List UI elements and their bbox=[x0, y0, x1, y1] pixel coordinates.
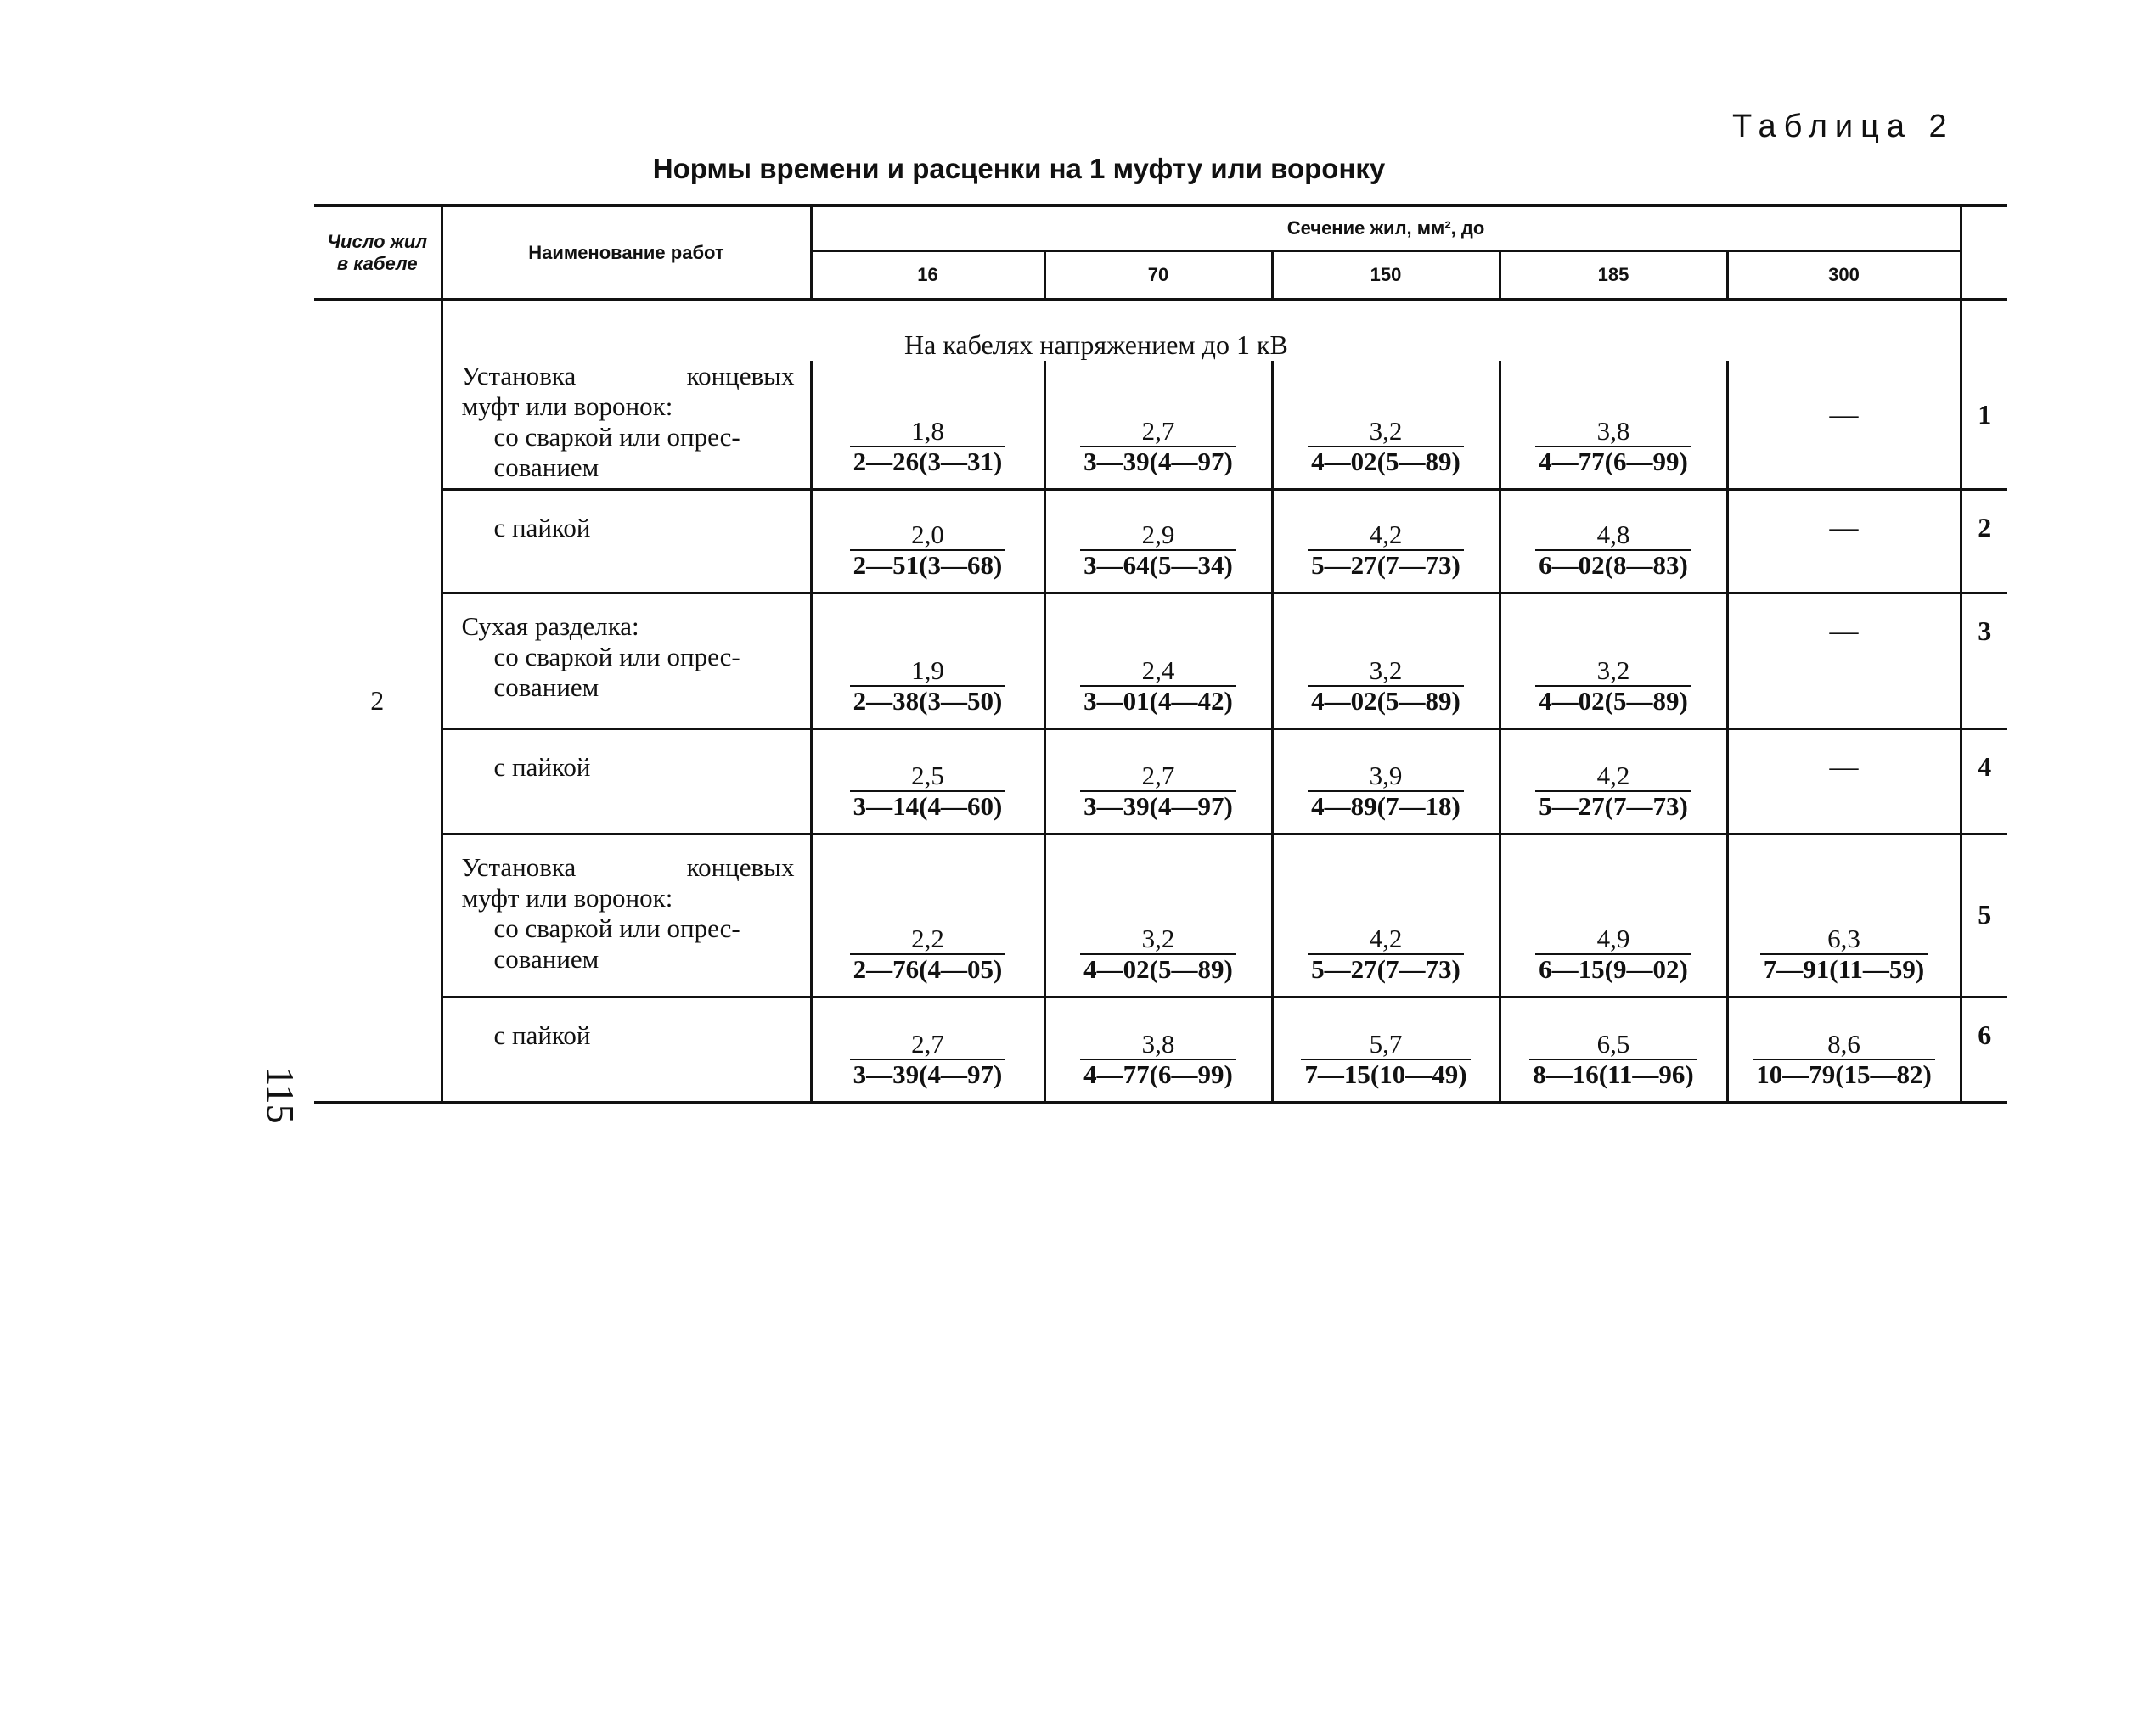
work-name-word: концевых bbox=[686, 361, 795, 390]
work-name-line: сованием bbox=[493, 452, 599, 482]
price-rate: 2—51(3—68) bbox=[853, 550, 1003, 580]
table-row bbox=[314, 361, 2007, 490]
value-cell-70 bbox=[1044, 729, 1272, 834]
rate-fraction bbox=[850, 761, 1006, 821]
rate-fraction bbox=[1080, 656, 1236, 716]
page-number: 115 bbox=[259, 1066, 302, 1124]
rate-fraction bbox=[850, 417, 1006, 476]
rate-fraction bbox=[1308, 520, 1464, 580]
rate-fraction bbox=[1535, 924, 1691, 984]
price-rate: 3—64(5—34) bbox=[1083, 550, 1233, 580]
header-size-label: 300 bbox=[1828, 264, 1860, 285]
price-rate: 5—27(7—73) bbox=[1311, 954, 1460, 984]
work-name-cell bbox=[442, 593, 811, 729]
empty-dash: — bbox=[1829, 399, 1859, 430]
header-num bbox=[1961, 205, 2007, 300]
empty-dash: — bbox=[1829, 512, 1859, 543]
rate-fraction bbox=[1753, 1030, 1935, 1089]
work-name-line: с пайкой bbox=[493, 752, 591, 782]
price-rate: 3—39(4—97) bbox=[1083, 447, 1233, 476]
rate-fraction bbox=[1308, 656, 1464, 716]
cores-cell bbox=[314, 300, 442, 1103]
time-norm: 6,3 bbox=[1760, 924, 1928, 955]
work-name-line bbox=[462, 852, 795, 883]
work-name-line: со сваркой или опрес- bbox=[493, 422, 740, 452]
value-cell-70 bbox=[1044, 361, 1272, 490]
work-name-line: со сваркой или опрес- bbox=[493, 913, 740, 943]
work-name-line: Сухая разделка: bbox=[461, 611, 639, 641]
table-row bbox=[314, 593, 2007, 729]
value-cell-185 bbox=[1500, 490, 1727, 593]
rate-fraction bbox=[1301, 1030, 1470, 1089]
value-cell-16 bbox=[811, 834, 1044, 997]
work-name-word: концевых bbox=[686, 852, 795, 882]
value-cell-150 bbox=[1272, 834, 1500, 997]
rate-fraction bbox=[1080, 1030, 1236, 1089]
time-norm: 3,2 bbox=[1308, 417, 1464, 447]
value-cell-16 bbox=[811, 997, 1044, 1103]
header-size-label: 16 bbox=[917, 264, 938, 285]
time-norm: 4,8 bbox=[1535, 520, 1691, 551]
row-number-text: 1 bbox=[1978, 399, 1992, 430]
row-number-text: 6 bbox=[1978, 1020, 1992, 1050]
time-norm: 3,8 bbox=[1535, 417, 1691, 447]
time-norm: 4,2 bbox=[1535, 761, 1691, 792]
price-rate: 6—15(9—02) bbox=[1539, 954, 1688, 984]
price-rate: 4—02(5—89) bbox=[1311, 447, 1460, 476]
row-number bbox=[1961, 834, 2007, 997]
price-rate: 4—02(5—89) bbox=[1083, 954, 1233, 984]
header-size-70 bbox=[1044, 251, 1272, 301]
time-norm: 2,7 bbox=[850, 1030, 1006, 1060]
value-cell-150 bbox=[1272, 729, 1500, 834]
price-rate: 3—39(4—97) bbox=[853, 1059, 1003, 1089]
header-work bbox=[442, 205, 811, 300]
rate-fraction bbox=[1308, 761, 1464, 821]
value-cell-300 bbox=[1727, 490, 1961, 593]
price-rate: 4—77(6—99) bbox=[1083, 1059, 1233, 1089]
header-cores-label: Число жил в кабеле bbox=[327, 230, 428, 274]
price-rate: 6—02(8—83) bbox=[1539, 550, 1688, 580]
time-norm: 3,9 bbox=[1308, 761, 1464, 792]
header-size-185 bbox=[1500, 251, 1727, 301]
row-number-text: 2 bbox=[1978, 512, 1992, 542]
time-norm: 8,6 bbox=[1753, 1030, 1935, 1060]
row-number bbox=[1961, 490, 2007, 593]
time-norm: 2,4 bbox=[1080, 656, 1236, 687]
row-number-text: 3 bbox=[1978, 615, 1992, 646]
work-name-line: с пайкой bbox=[493, 513, 591, 542]
row-number bbox=[1961, 997, 2007, 1103]
row-number bbox=[1961, 361, 2007, 490]
header-cores bbox=[314, 205, 442, 300]
price-rate: 5—27(7—73) bbox=[1311, 550, 1460, 580]
table-row bbox=[314, 997, 2007, 1103]
value-cell-70 bbox=[1044, 997, 1272, 1103]
price-rate: 7—91(11—59) bbox=[1763, 954, 1925, 984]
price-rate: 4—02(5—89) bbox=[1311, 686, 1460, 716]
row-number-text: 4 bbox=[1978, 751, 1992, 782]
time-norm: 3,8 bbox=[1080, 1030, 1236, 1060]
time-norm: 2,0 bbox=[850, 520, 1006, 551]
table-row bbox=[314, 490, 2007, 593]
time-norm: 3,2 bbox=[1308, 656, 1464, 687]
table-label: Таблица 2 bbox=[1732, 109, 1955, 144]
time-norm: 6,5 bbox=[1529, 1030, 1697, 1060]
rate-fraction bbox=[850, 520, 1006, 580]
time-norm: 2,5 bbox=[850, 761, 1006, 792]
value-cell-70 bbox=[1044, 834, 1272, 997]
time-norm: 4,2 bbox=[1308, 520, 1464, 551]
table-row bbox=[314, 834, 2007, 997]
cores-value: 2 bbox=[370, 685, 385, 716]
value-cell-16 bbox=[811, 593, 1044, 729]
work-name-line: сованием bbox=[493, 944, 599, 974]
work-name-cell bbox=[442, 361, 811, 490]
rate-fraction bbox=[1308, 924, 1464, 984]
rate-fraction bbox=[1535, 761, 1691, 821]
time-norm: 3,2 bbox=[1535, 656, 1691, 687]
time-norm: 5,7 bbox=[1301, 1030, 1470, 1060]
work-name-line bbox=[462, 361, 795, 391]
value-cell-150 bbox=[1272, 361, 1500, 490]
header-section-label: Сечение жил, мм², до bbox=[1286, 217, 1485, 239]
rate-fraction bbox=[1535, 417, 1691, 476]
work-name-line: муфт или воронок: bbox=[461, 883, 673, 913]
value-cell-16 bbox=[811, 729, 1044, 834]
row-number-text: 5 bbox=[1978, 899, 1992, 930]
value-cell-185 bbox=[1500, 834, 1727, 997]
rate-fraction bbox=[1308, 417, 1464, 476]
price-rate: 3—01(4—42) bbox=[1083, 686, 1233, 716]
price-rate: 7—15(10—49) bbox=[1304, 1059, 1467, 1089]
price-rate: 5—27(7—73) bbox=[1539, 791, 1688, 821]
value-cell-70 bbox=[1044, 490, 1272, 593]
value-cell-150 bbox=[1272, 490, 1500, 593]
value-cell-300 bbox=[1727, 593, 1961, 729]
price-rate: 4—89(7—18) bbox=[1311, 791, 1460, 821]
rate-fraction bbox=[1760, 924, 1928, 984]
value-cell-185 bbox=[1500, 361, 1727, 490]
value-cell-300 bbox=[1727, 997, 1961, 1103]
price-rate: 8—16(11—96) bbox=[1533, 1059, 1694, 1089]
value-cell-16 bbox=[811, 361, 1044, 490]
work-name-word: Установка bbox=[461, 852, 577, 882]
header-size-150 bbox=[1272, 251, 1500, 301]
time-norm: 2,7 bbox=[1080, 761, 1236, 792]
work-name-cell bbox=[442, 490, 811, 593]
value-cell-185 bbox=[1500, 593, 1727, 729]
price-rate: 3—39(4—97) bbox=[1083, 791, 1233, 821]
value-cell-185 bbox=[1500, 729, 1727, 834]
value-cell-150 bbox=[1272, 997, 1500, 1103]
price-rate: 4—77(6—99) bbox=[1539, 447, 1688, 476]
value-cell-300 bbox=[1727, 834, 1961, 997]
rate-fraction bbox=[1529, 1030, 1697, 1089]
time-norm: 1,9 bbox=[850, 656, 1006, 687]
rate-fraction bbox=[850, 924, 1006, 984]
time-norm: 2,2 bbox=[850, 924, 1006, 955]
time-norm: 2,7 bbox=[1080, 417, 1236, 447]
rate-fraction bbox=[850, 656, 1006, 716]
header-work-label: Наименование работ bbox=[528, 241, 724, 263]
header-size-300 bbox=[1727, 251, 1961, 301]
work-name-line: с пайкой bbox=[493, 1020, 591, 1050]
work-name-line: сованием bbox=[493, 672, 599, 702]
value-cell-300 bbox=[1727, 361, 1961, 490]
rate-fraction bbox=[1535, 656, 1691, 716]
header-size-label: 70 bbox=[1147, 264, 1169, 285]
rate-fraction bbox=[1080, 761, 1236, 821]
time-norm: 3,2 bbox=[1080, 924, 1236, 955]
rate-fraction bbox=[1080, 417, 1236, 476]
work-name-cell bbox=[442, 997, 811, 1103]
time-norm: 4,9 bbox=[1535, 924, 1691, 955]
value-cell-16 bbox=[811, 490, 1044, 593]
value-cell-185 bbox=[1500, 997, 1727, 1103]
time-norm: 2,9 bbox=[1080, 520, 1236, 551]
header-size-label: 185 bbox=[1597, 264, 1629, 285]
rate-fraction bbox=[1535, 520, 1691, 580]
header-size-16 bbox=[811, 251, 1044, 301]
empty-dash: — bbox=[1829, 615, 1859, 647]
rate-fraction bbox=[1080, 924, 1236, 984]
work-name-word: Установка bbox=[461, 361, 577, 390]
value-cell-150 bbox=[1272, 593, 1500, 729]
section-heading-text: На кабелях напряжением до 1 кВ bbox=[904, 329, 1288, 360]
row-number bbox=[1961, 593, 2007, 729]
work-name-cell bbox=[442, 729, 811, 834]
header-size-label: 150 bbox=[1370, 264, 1402, 285]
price-rate: 2—38(3—50) bbox=[853, 686, 1003, 716]
work-name-line: со сваркой или опрес- bbox=[493, 642, 740, 671]
empty-dash: — bbox=[1829, 751, 1859, 783]
rates-table bbox=[314, 204, 2007, 1104]
price-rate: 10—79(15—82) bbox=[1756, 1059, 1932, 1089]
price-rate: 4—02(5—89) bbox=[1539, 686, 1688, 716]
table-row bbox=[314, 729, 2007, 834]
value-cell-300 bbox=[1727, 729, 1961, 834]
row-number bbox=[1961, 729, 2007, 834]
price-rate: 2—26(3—31) bbox=[853, 447, 1003, 476]
value-cell-70 bbox=[1044, 593, 1272, 729]
time-norm: 1,8 bbox=[850, 417, 1006, 447]
work-name-line: муфт или воронок: bbox=[461, 391, 673, 421]
table-caption: Нормы времени и расценки на 1 муфту или воронку bbox=[652, 153, 1386, 184]
price-rate: 3—14(4—60) bbox=[853, 791, 1003, 821]
time-norm: 4,2 bbox=[1308, 924, 1464, 955]
header-section bbox=[811, 205, 1961, 251]
section-heading bbox=[811, 300, 1961, 361]
rate-fraction bbox=[1080, 520, 1236, 580]
work-name-cell bbox=[442, 834, 811, 997]
price-rate: 2—76(4—05) bbox=[853, 954, 1003, 984]
rate-fraction bbox=[850, 1030, 1006, 1089]
